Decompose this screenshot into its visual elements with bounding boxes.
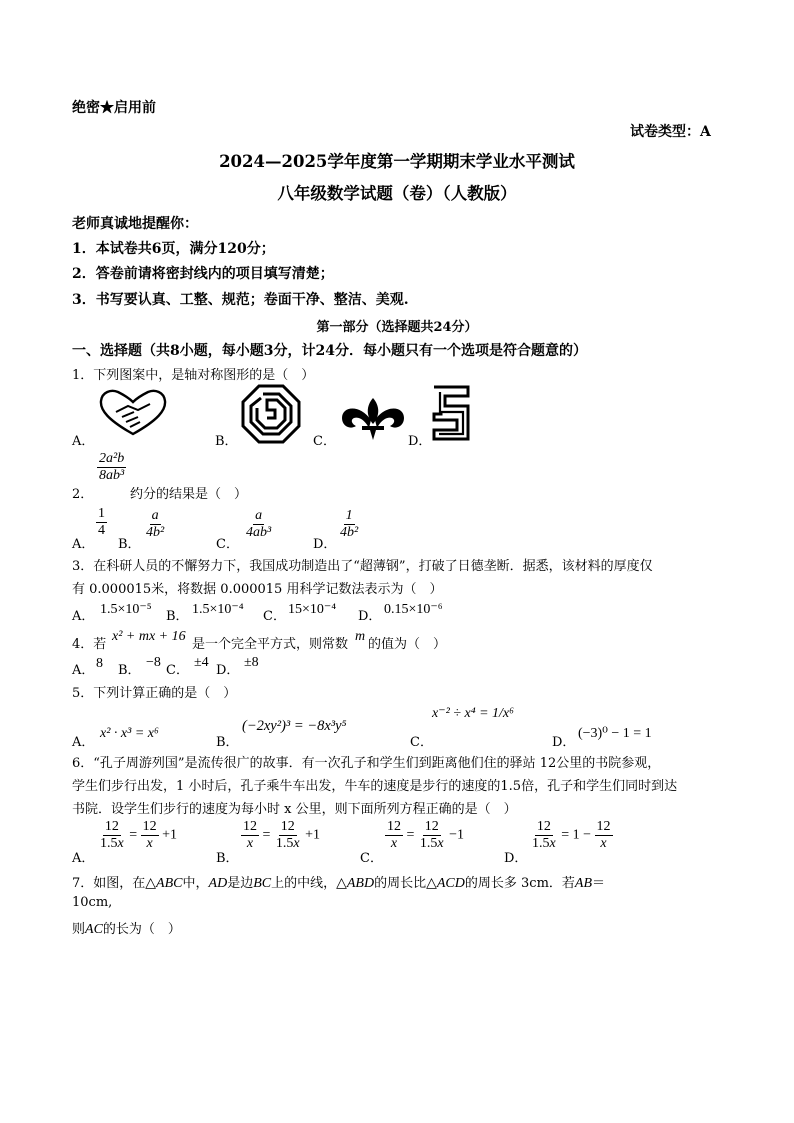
q6-option-b-label: B． <box>216 851 239 866</box>
q7-ac: AC <box>85 922 103 937</box>
q7-text: 的长为（ ） <box>102 922 181 937</box>
q5-option-a-label: A． <box>72 735 95 750</box>
reminder-item: 2．答卷前请将密封线内的项目填写清楚； <box>72 266 334 282</box>
q4-option-a-label: A． <box>72 663 95 678</box>
q4-option-d-label: D． <box>216 663 240 678</box>
question-5-stem: 5．下列计算正确的是（ ） <box>72 686 237 701</box>
q7-bc: BC <box>253 876 272 891</box>
fleur-de-lis-icon <box>338 396 408 441</box>
q7-text: 的周长比 <box>374 876 427 891</box>
q4-variable: m <box>355 629 366 644</box>
q6-option-c-label: C． <box>360 851 383 866</box>
q2-c-den: 4ab³ <box>246 525 272 540</box>
q1-option-d-label: D． <box>408 434 432 449</box>
q2-option-a-label: A． <box>72 537 95 552</box>
q6-option-c: $\frac{12}{x}$ = $\frac{12}{1.5x}$ −1 <box>387 819 465 851</box>
q3-option-d-label: D． <box>358 609 382 624</box>
q4-stem-pre: 4．若 <box>72 637 107 652</box>
q2-stem-tail: 约分的结果是（ ） <box>130 487 248 502</box>
question-3-line2: 有 0.000015米，将数据 0.000015 用科学记数法表示为（ ） <box>72 582 443 597</box>
q7-text: ＝ <box>592 876 606 891</box>
q2-a-den: 4 <box>98 523 105 538</box>
q7-text: 的周长多 3cm．若 <box>464 876 575 891</box>
q4-option-c: ±4 <box>194 655 209 670</box>
q7-triangle-acd: △ACD <box>426 876 465 891</box>
q2-d-num: 1 <box>345 508 353 523</box>
square-spiral-icon <box>241 384 301 444</box>
q1-option-b-label: B． <box>215 434 238 449</box>
secret-label: 绝密★启用前 <box>72 100 156 116</box>
question-6-line3: 书院．设学生们步行的速度为每小时 x 公里，则下面所列方程正确的是（ ） <box>72 802 517 817</box>
q5-option-a: x² · x³ = x⁶ <box>100 726 159 741</box>
q2-a-num: 1 <box>98 506 105 521</box>
q6-option-d: $\frac{12}{1.5x}$ = 1 − $\frac{12}{x}$ <box>532 819 611 851</box>
q4-option-b: −8 <box>146 655 161 670</box>
page-title: 2024—2025学年度第一学期期末学业水平测试 <box>219 152 575 171</box>
reminder-item: 1．本试卷共6页，满分120分； <box>72 241 275 257</box>
q7-ab: AB <box>574 876 593 891</box>
q2-fraction-denominator: 8ab³ <box>99 468 125 483</box>
q7-text: 7．如图，在 <box>72 876 146 891</box>
question-3-line1: 3．在科研人员的不懈努力下，我国成功制造出了“超薄钢”，打破了日德垄断．据悉，该材料的厚度仅 <box>72 559 653 574</box>
question-6-line1: 6．“孔子周游列国”是流传很广的故事．有一次孔子和学生们到距离他们住的驿站 12公里的书院参观， <box>72 756 661 771</box>
q2-b-num: a <box>151 508 159 523</box>
q2-c-num: a <box>255 508 263 523</box>
q6-option-d-label: D． <box>504 851 528 866</box>
q3-option-a: 1.5×10⁻⁵ <box>100 602 152 617</box>
q4-stem-tail: 的值为（ ） <box>368 637 447 652</box>
q5-option-b-label: B． <box>216 735 239 750</box>
q1-option-a-label: A． <box>72 434 95 449</box>
q5-option-b: (−2xy²)³ = −8x³y⁵ <box>242 718 347 734</box>
q2-option-c <box>244 509 273 540</box>
q3-option-b: 1.5×10⁻⁴ <box>192 602 244 617</box>
q4-option-a: 8 <box>96 656 103 671</box>
q7-text: 中， <box>182 876 209 891</box>
q2-option-b <box>144 509 166 540</box>
question-7-line3 <box>72 918 181 938</box>
q7-ad: AD <box>208 876 228 891</box>
q3-option-d: 0.15×10⁻⁶ <box>384 602 443 617</box>
page-subtitle: 八年级数学试题（卷）（人教版） <box>277 184 517 203</box>
q2-option-d <box>338 509 360 540</box>
q2-d-den: 4b² <box>340 525 359 540</box>
meander-s-icon <box>431 384 471 442</box>
paper-type: 试卷类型：A <box>630 124 711 140</box>
q7-triangle-abc: △ABC <box>145 876 183 891</box>
part-heading: 第一部分（选择题共24分） <box>316 320 478 335</box>
q3-option-c-label: C． <box>263 609 286 624</box>
q5-option-d: (−3)⁰ − 1 = 1 <box>578 726 652 741</box>
q2-fraction <box>97 452 126 483</box>
q4-option-b-label: B． <box>118 663 141 678</box>
q3-option-a-label: A． <box>72 609 95 624</box>
q3-option-c: 15×10⁻⁴ <box>288 602 337 617</box>
q7-text: 上的中线， <box>271 876 337 891</box>
reminder-item: 3．书写要认真、工整、规范；卷面干净、整洁、美观. <box>72 292 409 308</box>
q5-option-d-label: D． <box>552 735 576 750</box>
q6-option-a-label: A． <box>72 851 95 866</box>
q4-option-d: ±8 <box>244 655 259 670</box>
q7-text: 则 <box>72 922 86 937</box>
q1-option-c-label: C． <box>313 434 336 449</box>
question-1-stem: 1．下列图案中，是轴对称图形的是（ ） <box>72 368 315 383</box>
section-heading: 一、选择题（共8小题，每小题3分，计24分．每小题只有一个选项是符合题意的） <box>72 343 587 359</box>
q2-option-d-label: D． <box>313 537 337 552</box>
question-7-line2: 10cm, <box>72 895 113 910</box>
q7-text: 是边 <box>227 876 254 891</box>
q6-option-a: $\frac{12}{1.5x}$ = $\frac{12}{x}$ +1 <box>100 819 178 851</box>
q3-option-b-label: B． <box>166 609 189 624</box>
question-7-line1 <box>72 872 605 892</box>
q2-b-den: 4b² <box>146 525 165 540</box>
q6-option-b: $\frac{12}{x}$ = $\frac{12}{1.5x}$ +1 <box>243 819 321 851</box>
question-6-line2: 学生们步行出发，1 小时后，孔子乘牛车出发，牛车的速度是步行的速度的1.5倍，孔子和学生们同时到达 <box>72 779 678 794</box>
q5-option-c-label: C． <box>410 735 433 750</box>
q2-option-b-label: B． <box>118 537 141 552</box>
reminder-heading: 老师真诚地提醒你： <box>72 216 198 232</box>
q2-fraction-numerator: 2a²b <box>99 451 125 466</box>
q2-option-c-label: C． <box>216 537 239 552</box>
q4-stem-mid: 是一个完全平方式，则常数 <box>192 637 349 652</box>
q5-option-c: x⁻² ÷ x⁴ = 1/x⁶ <box>432 706 514 721</box>
q2-number: 2． <box>72 487 94 502</box>
heart-handshake-icon <box>98 388 168 438</box>
q4-option-c-label: C． <box>166 663 189 678</box>
q4-expression: x² + mx + 16 <box>112 629 186 644</box>
q2-option-a <box>96 507 107 538</box>
q7-triangle-abd: △ABD <box>336 876 375 891</box>
